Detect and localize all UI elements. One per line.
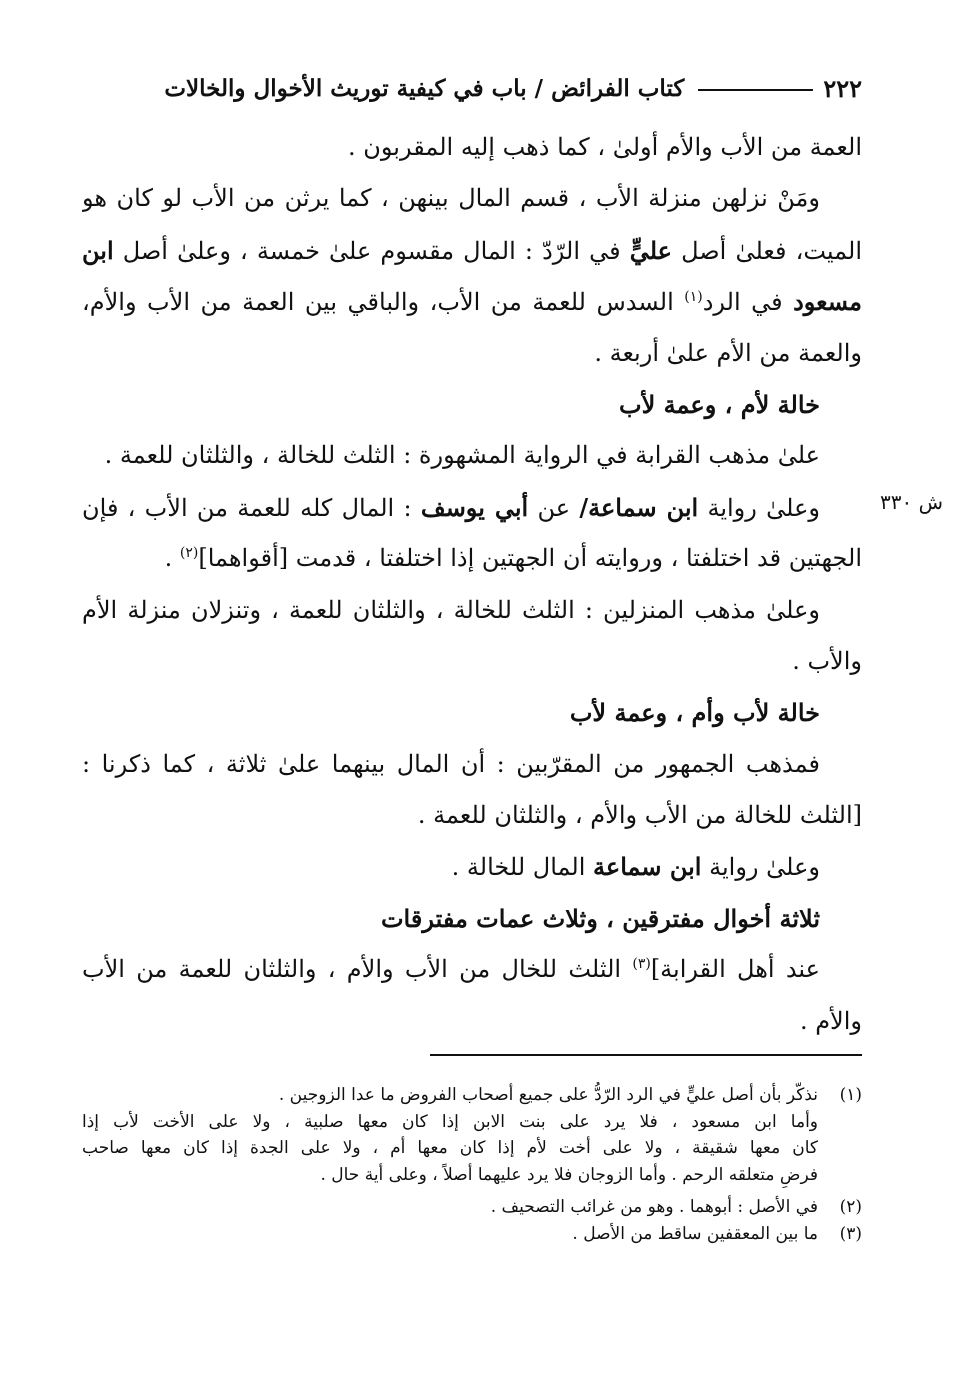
text-line: علىٰ مذهب القرابة في الرواية المشهورة : الثلث للخالة ، والثلثان للعمة . xyxy=(104,441,820,470)
text-line: العمة من الأب والأم أولىٰ ، كما ذهب إليه المقربون . xyxy=(348,133,862,161)
text-line: والعمة من الأم علىٰ أربعة . xyxy=(594,338,862,367)
text-line xyxy=(82,944,862,995)
text-line: والأم . xyxy=(799,1006,862,1035)
margin-note: ش ٣٣٠ xyxy=(880,490,944,514)
text-line: فمذهب الجمهور من المقرّبين : أن المال بينهما علىٰ ثلاثة ، كما ذكرنا : xyxy=(82,749,820,778)
text-run: الميت، فعلىٰ أصل xyxy=(672,236,862,265)
text-run: الجهتين قد اختلفتا ، وروايته أن الجهتين إذا اختلفتا ، قدمت [أقواهما] xyxy=(198,544,862,573)
footnotes xyxy=(82,1082,862,1247)
name-emphasis: ابن سماعة xyxy=(593,852,702,882)
footnote-number: (١) xyxy=(839,1085,862,1105)
text-run: وعلىٰ رواية xyxy=(701,853,820,882)
text-run: وعلىٰ رواية xyxy=(698,493,820,522)
section-heading: خالة لأب وأم ، وعمة لأب xyxy=(569,698,820,728)
name-emphasis: ابن xyxy=(82,235,114,265)
text-line xyxy=(82,841,862,892)
footnote-ref[interactable]: (٢) xyxy=(179,545,199,562)
section-heading: خالة لأم ، وعمة لأب xyxy=(619,389,820,419)
text-run: عند أهل القرابة] xyxy=(650,955,820,984)
text-run: : المال كله للعمة من الأب ، فإن xyxy=(82,493,421,522)
running-title: كتاب الفرائض / باب في كيفية توريث الأخوال والخالات xyxy=(164,74,685,102)
text-line: ومَنْ نزلهن منزلة الأب ، قسم المال بينهن ، كما يرثن من الأب لو كان هو xyxy=(82,184,820,213)
text-run: . xyxy=(164,544,180,573)
footnote-ref[interactable]: (١) xyxy=(684,289,703,306)
name-emphasis: مسعود xyxy=(793,287,862,317)
page-number: ٢٢٢ xyxy=(823,73,862,103)
text-line: [الثلث للخالة من الأب والأم ، والثلثان للعمة . xyxy=(417,801,862,830)
text-run: المال للخالة . xyxy=(451,853,594,882)
text-run: السدس للعمة من الأب، والباقي بين العمة من الأب والأم، xyxy=(82,288,685,317)
text-line xyxy=(82,276,862,327)
footnote-text: في الأصل : أبوهما . وهو من غرائب التصحيف . xyxy=(490,1197,818,1217)
footnote-separator xyxy=(430,1054,862,1056)
footnote-3 xyxy=(82,1221,862,1248)
footnote-2 xyxy=(82,1194,862,1221)
footnote-1-continued: وأما ابن مسعود ، فلا يرد على بنت الابن إذا كان معها صلبية ، ولا على الأخت لأب إذا xyxy=(82,1111,818,1132)
footnote-text: نذكّر بأن أصل عليٍّ في الرد الرّدُّ على جميع أصحاب الفروض ما عدا الزوجين . xyxy=(278,1085,818,1105)
header-rule xyxy=(698,89,813,91)
section-heading: ثلاثة أخوال مفترقين ، وثلاث عمات مفترقات xyxy=(380,903,820,933)
name-emphasis: عليٍّ xyxy=(629,235,673,265)
footnote-1-continued: كان معها شقيقة ، ولا على أخت لأم إذا كان معها أم ، ولا على الجدة إذا كان معها صاحب xyxy=(82,1138,818,1158)
footnote-1-continued: فرضٍ متعلقه الرحم . وأما الزوجان فلا يرد عليهما أصلاً ، وعلى أية حال . xyxy=(320,1164,818,1185)
text-run: في الرد xyxy=(702,288,794,317)
text-run: الثلث للخال من الأب والأم ، والثلثان للعمة من الأب xyxy=(82,955,633,984)
footnote-text: ما بين المعقفين ساقط من الأصل . xyxy=(572,1223,818,1244)
text-line: والأب . xyxy=(792,646,862,675)
text-run: في الرّدّ : المال مقسوم علىٰ خمسة ، وعلىٰ أصل xyxy=(113,236,630,265)
text-line: وعلىٰ مذهب المنزلين : الثلث للخالة ، والثلثان للعمة ، وتنزلان منزلة الأم xyxy=(82,595,820,624)
page-header xyxy=(82,68,862,108)
text-line xyxy=(82,225,862,276)
text-line xyxy=(82,533,862,584)
text-run: عن xyxy=(528,493,580,522)
main-text xyxy=(82,122,862,1047)
footnote-number: (٢) xyxy=(839,1197,862,1217)
footnote-number: (٣) xyxy=(839,1223,862,1244)
footnote-1 xyxy=(82,1082,862,1109)
text-line xyxy=(82,482,862,533)
name-emphasis: أبي يوسف xyxy=(420,492,529,522)
footnote-ref[interactable]: (٣) xyxy=(632,956,651,973)
name-emphasis: ابن سماعة/ xyxy=(579,492,699,522)
